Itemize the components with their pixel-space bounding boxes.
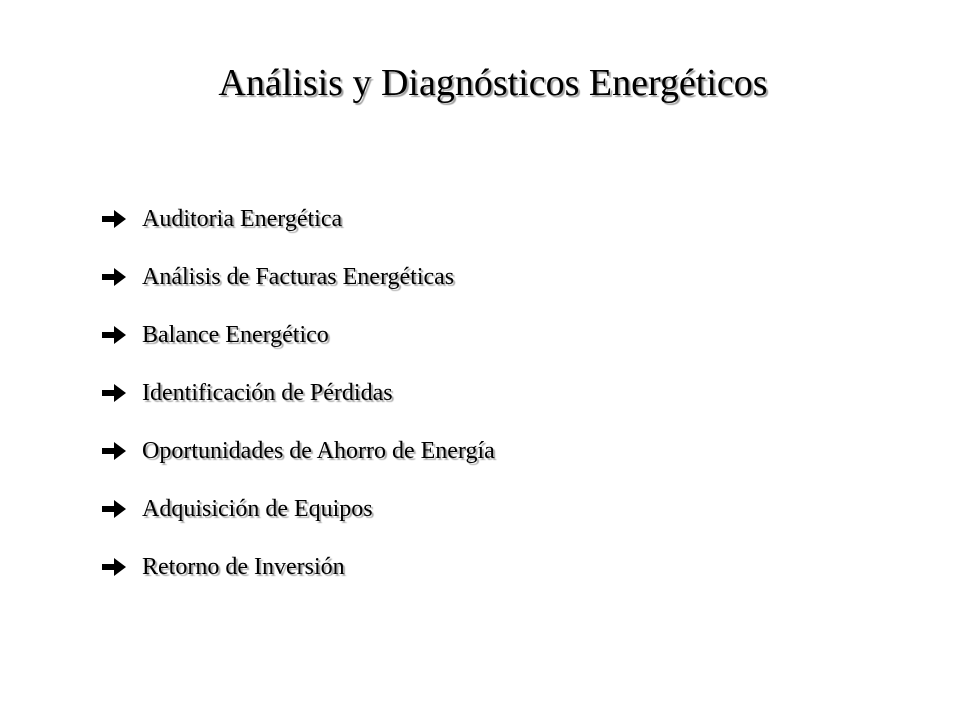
bullet-list	[102, 196, 495, 602]
list-item	[102, 370, 495, 428]
right-arrow-icon	[102, 370, 142, 416]
right-arrow-icon	[102, 196, 142, 242]
list-item	[102, 254, 495, 312]
right-arrow-icon	[102, 544, 142, 590]
list-item	[102, 312, 495, 370]
slide-title: Análisis y Diagnósticos Energéticos	[218, 62, 768, 104]
bullet-label: Identificación de Pérdidas	[142, 380, 393, 406]
list-item	[102, 544, 495, 602]
bullet-label: Retorno de Inversión	[142, 554, 345, 580]
bullet-label: Análisis de Facturas Energéticas	[142, 264, 455, 290]
right-arrow-icon	[102, 486, 142, 532]
bullet-label: Balance Energético	[142, 322, 329, 348]
right-arrow-icon	[102, 312, 142, 358]
list-item	[102, 486, 495, 544]
right-arrow-icon	[102, 428, 142, 474]
list-item	[102, 196, 495, 254]
bullet-label: Adquisición de Equipos	[142, 496, 373, 522]
bullet-label: Auditoria Energética	[142, 206, 343, 232]
bullet-label: Oportunidades de Ahorro de Energía	[142, 438, 495, 464]
right-arrow-icon	[102, 254, 142, 300]
list-item	[102, 428, 495, 486]
